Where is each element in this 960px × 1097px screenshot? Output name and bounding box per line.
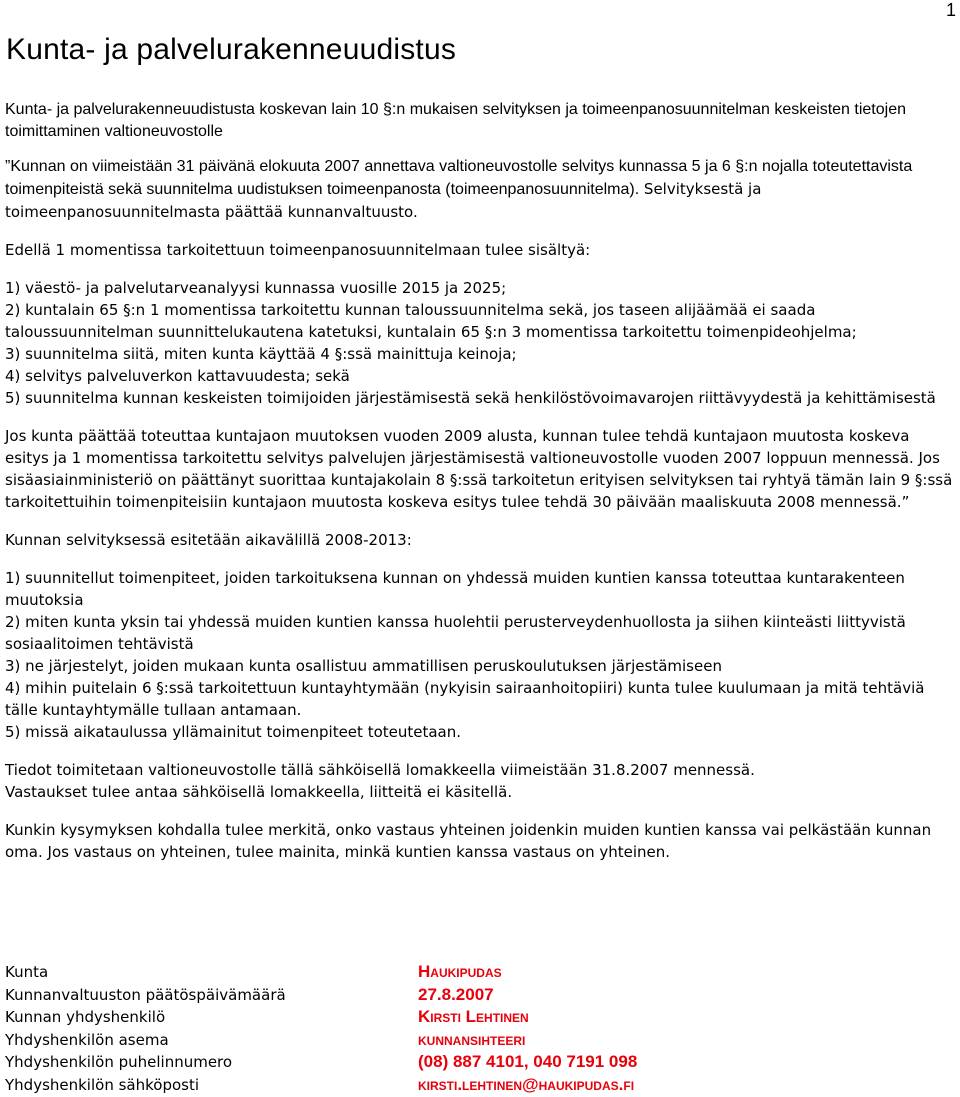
- info-value: kunnansihteeri: [418, 1029, 526, 1049]
- list-item: 1) suunnitellut toimenpiteet, joiden tarkoituksena kunnan on yhdessä muiden kuntien kanssa toteuttaa kuntarakenteen muutoksia: [5, 569, 905, 609]
- document-body: [5, 99, 953, 879]
- list-item: 3) ne järjestelyt, joiden mukaan kunta osallistuu ammatillisen peruskoulutuksen järjestämiseen: [5, 657, 722, 675]
- merger-paragraph: Jos kunta päättää toteuttaa kuntajaon muutoksen vuoden 2009 alusta, kunnan tulee tehdä kuntajaon muutosta koskeva esitys ja 1 momentissa tarkoitettu selvitys palvelujen järjestämisestä valtioneuvostolle vuoden 2007 loppuun mennessä. Jos sisäasiainministeriö on päättänyt suorittaa kuntajakolain 8 §:ssä tarkoitetun erityisen selvityksen tai ryhtyä tämän lain 9 §:ssä tarkoitettuihin toimenpiteisiin kuntajaon muutosta koskeva esitys tulee tehdä 30 päivään maaliskuuta 2008 mennessä.”: [5, 427, 953, 511]
- info-value: Kirsti Lehtinen: [418, 1007, 529, 1026]
- law-quote-rest: Selvityksestä ja toimeenpanosuunnitelmasta päättää kunnanvaltuusto.: [5, 180, 762, 221]
- law-quote-paragraph: [5, 155, 953, 223]
- instruction-paragraph: Kunkin kysymyksen kohdalla tulee merkitä, onko vastaus yhteinen joidenkin muiden kuntien kanssa vai pelkästään kunnan oma. Jos vastaus on yhteinen, tulee mainita, minkä kuntien kanssa vastaus on yhteinen.: [5, 821, 932, 861]
- list-item: 4) mihin puitelain 6 §:ssä tarkoitettuun kuntayhtymään (nykyisin sairaanhoitopiiri) kunta tulee kuulumaan ja mitä tehtäviä tälle kuntayhtymälle tullaan antamaan.: [5, 679, 925, 719]
- info-row-phone: [5, 1052, 945, 1075]
- submission-line: Tiedot toimitetaan valtioneuvostolle tällä sähköisellä lomakkeella viimeistään 31.8.2007 mennessä.: [5, 761, 755, 779]
- contact-info-table: [5, 962, 945, 1097]
- info-row-position: [5, 1030, 945, 1053]
- info-value: 27.8.2007: [418, 984, 494, 1004]
- info-row-email: [5, 1075, 945, 1097]
- list-item: 5) suunnitelma kunnan keskeisten toimijoiden järjestämisestä sekä henkilöstövoimavarojen riittävyydestä ja kehittämisestä: [5, 389, 936, 407]
- info-label: Yhdyshenkilön asema: [5, 1030, 169, 1049]
- period-items-list: [5, 567, 953, 743]
- list-item: 2) miten kunta yksin tai yhdessä muiden kuntien kanssa huolehtii perusterveydenhuollosta ja siihen kiinteästi liittyvistä sosiaalitoimen tehtävistä: [5, 613, 906, 653]
- period-heading: Kunnan selvityksessä esitetään aikavälillä 2008-2013:: [5, 531, 412, 549]
- law-quote-lead: ”Kunnan on viimeistään 31 päivänä elokuuta 2007 annettava valtioneuvostolle selvitys kunnassa 5 ja 6 §:n nojalla toteutettavista toimenpiteistä sekä suunnitelma uudistuksen toimeenpanosta (toimeenpanosuunnitelma).: [5, 158, 913, 198]
- info-row-decision-date: [5, 985, 945, 1008]
- list-item: 2) kuntalain 65 §:n 1 momentissa tarkoitettu kunnan taloussuunnitelma sekä, jos taseen alijäämää ei saada taloussuunnitelman suunnittelukautena katetuksi, kuntalain 65 §:n 3 momentissa tarkoitettu toimenpideohjelma;: [5, 301, 857, 341]
- list-item: 3) suunnitelma siitä, miten kunta käyttää 4 §:ssä mainittuja keinoja;: [5, 345, 517, 363]
- list-item: 1) väestö- ja palvelutarveanalyysi kunnassa vuosille 2015 ja 2025;: [5, 279, 507, 297]
- info-label: Yhdyshenkilön sähköposti: [5, 1075, 200, 1094]
- info-value: kirsti.lehtinen@haukipudas.fi: [418, 1074, 635, 1094]
- info-row-municipality: [5, 962, 945, 985]
- list-item: 5) missä aikataulussa yllämainitut toimenpiteet toteutetaan.: [5, 723, 462, 741]
- info-row-contact-person: [5, 1007, 945, 1030]
- document-subtitle: Kunta- ja palvelurakenneuudistusta koskevan lain 10 §:n mukaisen selvityksen ja toimeenpanosuunnitelman keskeisten tietojen toimittaminen valtioneuvostolle: [5, 101, 906, 140]
- submission-paragraph: [5, 759, 953, 803]
- submission-line: Vastaukset tulee antaa sähköisellä lomakkeella, liitteitä ei käsitellä.: [5, 783, 513, 801]
- plan-items-list: [5, 277, 953, 409]
- info-label: Kunta: [5, 963, 49, 981]
- info-label: Kunnanvaltuuston päätöspäivämäärä: [5, 985, 286, 1004]
- page-number: 1: [945, 0, 956, 20]
- info-value: (08) 887 4101, 040 7191 098: [418, 1052, 638, 1071]
- plan-intro: Edellä 1 momentissa tarkoitettuun toimeenpanosuunnitelmaan tulee sisältyä:: [5, 241, 591, 259]
- info-label: Yhdyshenkilön puhelinnumero: [5, 1053, 233, 1071]
- info-value: Haukipudas: [418, 962, 502, 981]
- document-title: Kunta- ja palvelurakenneuudistus: [6, 33, 457, 66]
- info-label: Kunnan yhdyshenkilö: [5, 1008, 166, 1026]
- list-item: 4) selvitys palveluverkon kattavuudesta; sekä: [5, 367, 350, 385]
